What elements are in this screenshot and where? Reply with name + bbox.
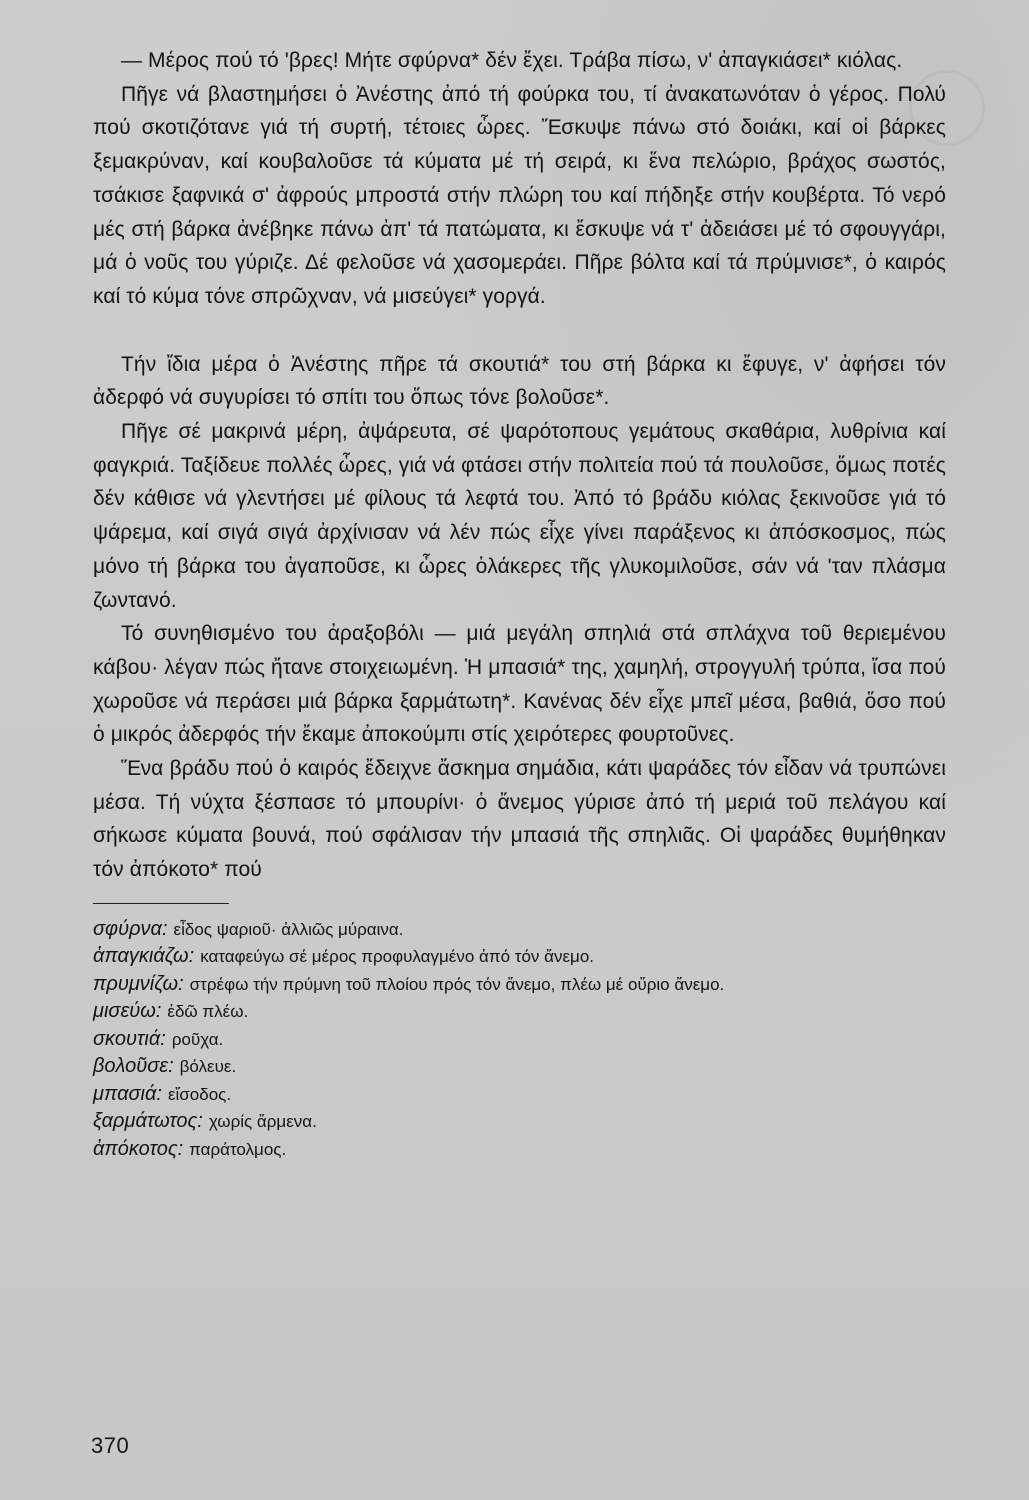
glossary-definition: χωρίς ἄρμενα. xyxy=(208,1112,317,1132)
book-page xyxy=(93,44,946,1163)
glossary-term: ἀπαγκιάζω: xyxy=(93,945,195,968)
glossary-definition: παράτολμος. xyxy=(189,1139,287,1159)
paragraph: Πῆγε σέ μακρινά μέρη, ἀψάρευτα, σέ ψαρότοπους γεμάτους σκαθάρια, λυθρίνια καί φαγκριά. Ταξίδευε πολλές ὧρες, γιά νά φτάσει στήν πολιτεία πού τά πουλοῦσε, ὅμως ποτές δέν κάθισε νά γλεντήσει μέ φίλους τά λεφτά του. Ἀπό τό βράδυ κιόλας ξεκινοῦσε γιά τό ψάρεμα, καί σιγά σιγά ἀρχίνισαν νά λέν πώς εἶχε γίνει παράξενος κι ἀπόσκοσμος, πώς μόνο τή βάρκα του ἀγαποῦσε, κι ὧρες ὁλάκερες τῆς γλυκομιλοῦσε, σάν νά 'ταν πλάσμα ζωντανό. xyxy=(93,420,946,612)
glossary xyxy=(93,916,946,1164)
glossary-entry xyxy=(93,943,946,971)
paragraph: Τήν ἴδια μέρα ὁ Ἀνέστης πῆρε τά σκουτιά* του στή βάρκα κι ἔφυγε, ν' ἀφήσει τόν ἀδερφό νά συγυρίσει τό σπίτι του ὅπως τόνε βολοῦσε*. xyxy=(93,352,946,410)
glossary-term: ἀπόκοτος: xyxy=(93,1137,184,1160)
glossary-definition: καταφεύγω σέ μέρος προφυλαγμένο ἀπό τόν ἄνεμο. xyxy=(200,947,595,967)
glossary-entry xyxy=(93,998,946,1026)
glossary-definition: ροῦχα. xyxy=(171,1029,224,1049)
glossary-entry xyxy=(93,971,946,999)
glossary-term: ξαρμάτωτος: xyxy=(93,1110,203,1133)
glossary-term: μισεύω: xyxy=(93,1000,162,1023)
glossary-entry xyxy=(93,1053,946,1081)
glossary-definition: βόλευε. xyxy=(179,1057,237,1077)
glossary-term: πρυμνίζω: xyxy=(93,972,184,995)
paragraph: — Μέρος πού τό 'βρες! Μήτε σφύρνα* δέν ἔχει. Τράβα πίσω, ν' ἀπαγκιάσει* κιόλας. xyxy=(121,49,903,72)
body-text xyxy=(93,44,946,887)
glossary-definition: εἶδος ψαριοῦ· ἀλλιῶς μύραινα. xyxy=(173,919,404,939)
glossary-term: μπασιά: xyxy=(93,1082,162,1105)
glossary-definition: στρέφω τήν πρύμνη τοῦ πλοίου πρός τόν ἄνεμο, πλέω μέ οὔριο ἄνεμο. xyxy=(189,974,725,994)
page-number: 370 xyxy=(91,1433,130,1458)
glossary-definition: εἴσοδος. xyxy=(167,1084,232,1104)
glossary-entry xyxy=(93,1136,946,1164)
glossary-entry xyxy=(93,1081,946,1109)
glossary-entry xyxy=(93,1108,946,1136)
glossary-term: σφύρνα: xyxy=(93,917,168,940)
glossary-entry xyxy=(93,1026,946,1054)
paragraph: Πῆγε νά βλαστημήσει ὁ Ἀνέστης ἀπό τή φούρκα του, τί ἀνακατωνόταν ὁ γέρος. Πολύ πού σκοτιζότανε γιά τή συρτή, τέτοιες ὧρες. Ἔσκυψε πάνω στό δοιάκι, καί οἱ βάρκες ξεμακρύναν, καί κουβαλοῦσε τά κύματα μέ τή σειρά, κι ἕνα πελώριο, βράχος σωστός, τσάκισε ξαφνικά σ' ἀφρούς μπροστά στήν πλώρη του καί πήδηξε στήν κουβέρτα. Τό νερό μές στή βάρκα ἀνέβηκε πάνω ἀπ' τά πατώματα, κι ἔσκυψε νά τ' ἀδειάσει μέ τό σφουγγάρι, μά ὁ νοῦς του γύριζε. Δέ φελοῦσε νά χασομεράει. Πῆρε βόλτα καί τά πρύμνισε*, ὁ καιρός καί τό κύμα τόνε σπρῶχναν, νά μισεύγει* γοργά. xyxy=(93,82,946,308)
paragraph: Τό συνηθισμένο του ἀραξοβόλι — μιά μεγάλη σπηλιά στά σπλάχνα τοῦ θεριεμένου κάβου· λέγαν πώς ἤτανε στοιχειωμένη. Ἡ μπασιά* της, χαμηλή, στρογγυλή τρύπα, ἴσα πού χωροῦσε νά περάσει μιά βάρκα ξαρμάτωτη*. Κανένας δέν εἶχε μπεῖ μέσα, βαθιά, ὅσο πού ὁ μικρός ἀδερφός τήν ἔκαμε ἀποκούμπι στίς χειρότερες φουρτοῦνες. xyxy=(93,622,946,747)
paragraph: Ἕνα βράδυ πού ὁ καιρός ἔδειχνε ἄσκημα σημάδια, κάτι ψαράδες τόν εἶδαν νά τρυπώνει μέσα. Τή νύχτα ξέσπασε τό μπουρίνι· ὁ ἄνεμος γύρισε ἀπό τή μεριά τοῦ πελάγου καί σήκωσε κύματα βουνά, πού σφάλισαν τήν μπασιά τῆς σπηλιᾶς. Οἱ ψαράδες θυμήθηκαν τόν ἀπόκοτο* πού xyxy=(93,757,946,882)
glossary-term: σκουτιά: xyxy=(93,1027,166,1050)
glossary-entry xyxy=(93,916,946,944)
footnote-divider xyxy=(93,903,229,904)
glossary-term: βολοῦσε: xyxy=(93,1055,174,1078)
glossary-definition: ἐδῶ πλέω. xyxy=(167,1002,249,1022)
